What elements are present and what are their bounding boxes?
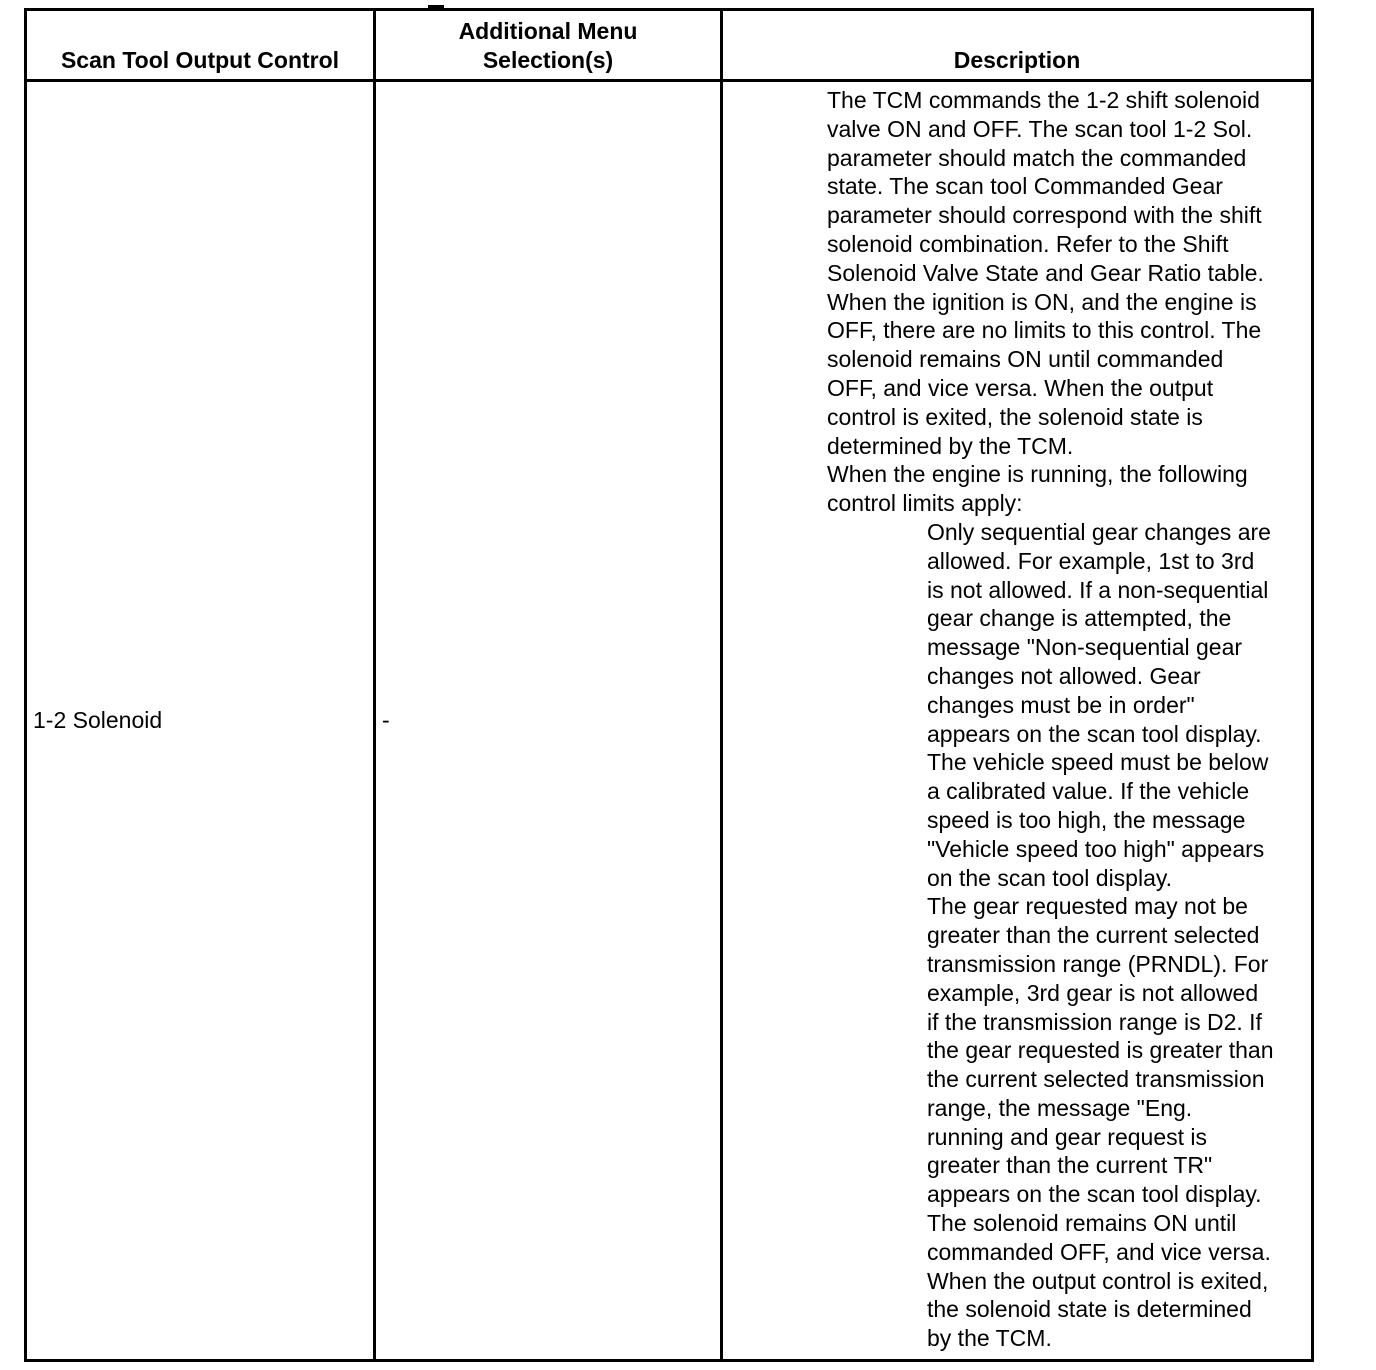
menu-selection-cell: - [375,81,722,1361]
limit-output-control-exit: The solenoid remains ON until commanded OFF, and vice versa. When the output control is exited, the solenoid state is determined by the TCM. [927,1210,1271,1352]
table-row [26,81,1313,1361]
header-description: Description [722,10,1313,81]
limit-vehicle-speed: The vehicle speed must be below a calibrated value. If the vehicle speed is too high, the message "Vehicle speed too high" appears on the scan tool display. [927,749,1269,891]
header-scan-tool-output-control: Scan Tool Output Control [26,10,375,81]
control-name-cell: 1-2 Solenoid [26,81,375,1361]
description-cell [722,81,1313,1361]
header-additional-menu-selections: Additional Menu Selection(s) [375,10,722,81]
table-header-row [26,10,1313,81]
description-intro: The TCM commands the 1-2 shift solenoid valve ON and OFF. The scan tool 1-2 Sol. parameter should match the commanded state. The scan tool Commanded Gear parameter should correspond with the shift solenoid combination. Refer to the Shift Solenoid Valve State and Gear Ratio table. When the ignition is ON, and the engine is OFF, there are no limits to this control. The solenoid remains ON until commanded OFF, and vice versa. When the output control is exited, the solenoid state is determined by the TCM. When the engine is running, the following control limits apply: [827,87,1264,517]
limit-transmission-range: The gear requested may not be greater than the current selected transmission range (PRNDL). For example, 3rd gear is not allowed if the transmission range is D2. If the gear requested is greater than the current selected transmission range, the message "Eng. running and gear request is greater than the current TR" appears on the scan tool display. [927,893,1274,1208]
output-control-table [24,8,1314,1362]
limit-sequential-gear: Only sequential gear changes are allowed. For example, 1st to 3rd is not allowed. If a non-sequential gear change is attempted, the message "Non-sequential gear changes not allowed. Gear changes must be in order" appears on the scan tool display. [927,518,1271,747]
